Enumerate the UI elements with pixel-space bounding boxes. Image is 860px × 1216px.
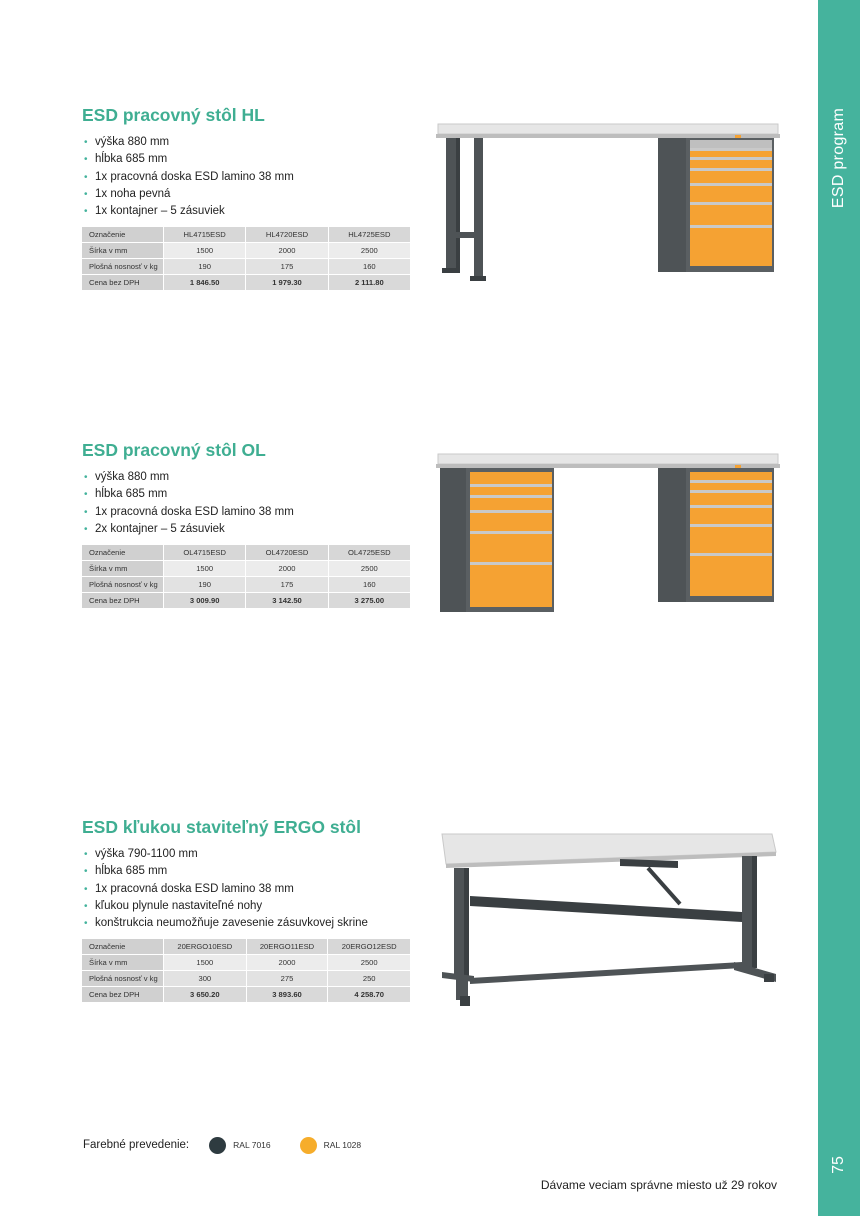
page-number: 75 bbox=[829, 1156, 847, 1174]
ral-7016-label: RAL 7016 bbox=[233, 1140, 271, 1150]
table-cell: 275 bbox=[246, 971, 328, 986]
table-cell: 4 258.70 bbox=[327, 987, 410, 1002]
swatch-ral-1028-icon bbox=[300, 1137, 317, 1154]
table-row bbox=[82, 593, 410, 608]
page-number-box bbox=[818, 1150, 860, 1180]
table-label: Označenie bbox=[82, 227, 163, 242]
feature-item: • hĺbka 685 mm bbox=[82, 486, 410, 503]
feature-list bbox=[82, 846, 410, 932]
table-cell: 250 bbox=[327, 971, 410, 986]
table-label: Šírka v mm bbox=[82, 561, 163, 576]
table-cell: 1500 bbox=[163, 561, 245, 576]
table-cell: 3 893.60 bbox=[246, 987, 328, 1002]
table-cell: 2 111.80 bbox=[328, 275, 410, 290]
table-row bbox=[82, 259, 410, 274]
table-cell: 2500 bbox=[327, 955, 410, 970]
table-cell: 2000 bbox=[245, 243, 327, 258]
section-ergo bbox=[82, 817, 410, 1003]
table-cell: 1 979.30 bbox=[245, 275, 327, 290]
table-cell: 160 bbox=[328, 259, 410, 274]
feature-item: • 1x pracovná doska ESD lamino 38 mm bbox=[82, 881, 410, 898]
swatch-ral-7016-icon bbox=[209, 1137, 226, 1154]
feature-item: • 1x pracovná doska ESD lamino 38 mm bbox=[82, 504, 410, 521]
table-cell: OL4725ESD bbox=[328, 545, 410, 560]
table-cell: 190 bbox=[163, 259, 245, 274]
table-cell: 1500 bbox=[163, 955, 246, 970]
colors-label: Farebné prevedenie: bbox=[83, 1139, 190, 1151]
table-label: Plošná nosnosť v kg bbox=[82, 259, 163, 274]
workbench-ol-image bbox=[432, 448, 784, 616]
table-cell: 2500 bbox=[328, 561, 410, 576]
table-label: Označenie bbox=[82, 545, 163, 560]
feature-item: • výška 790-1100 mm bbox=[82, 846, 410, 863]
spec-table bbox=[82, 938, 410, 1003]
table-cell: 3 142.50 bbox=[245, 593, 327, 608]
table-cell: 3 275.00 bbox=[328, 593, 410, 608]
feature-item: • výška 880 mm bbox=[82, 469, 410, 486]
table-cell: HL4720ESD bbox=[245, 227, 327, 242]
table-label: Šírka v mm bbox=[82, 955, 163, 970]
feature-item: • hĺbka 685 mm bbox=[82, 863, 410, 880]
table-cell: 20ERGO12ESD bbox=[327, 939, 410, 954]
section-title: ESD pracovný stôl OL bbox=[82, 440, 266, 460]
spec-table bbox=[82, 226, 410, 291]
table-cell: 1 846.50 bbox=[163, 275, 245, 290]
feature-item: • 1x noha pevná bbox=[82, 186, 410, 203]
table-cell: 1500 bbox=[163, 243, 245, 258]
section-title: ESD kľukou staviteľný ERGO stôl bbox=[82, 817, 361, 837]
table-row bbox=[82, 971, 410, 986]
feature-item: • 2x kontajner – 5 zásuviek bbox=[82, 521, 410, 538]
table-cell: 20ERGO11ESD bbox=[246, 939, 328, 954]
slogan: Dávame veciam správne miesto už 29 rokov bbox=[540, 1178, 777, 1192]
feature-list bbox=[82, 134, 410, 220]
table-cell: OL4720ESD bbox=[245, 545, 327, 560]
table-cell: 175 bbox=[245, 259, 327, 274]
table-cell: HL4715ESD bbox=[163, 227, 245, 242]
table-row bbox=[82, 577, 410, 592]
feature-item: • výška 880 mm bbox=[82, 134, 410, 151]
section-title: ESD pracovný stôl HL bbox=[82, 105, 265, 125]
section-ol bbox=[82, 440, 410, 609]
feature-list bbox=[82, 469, 410, 538]
table-label: Plošná nosnosť v kg bbox=[82, 971, 163, 986]
table-cell: 3 009.90 bbox=[163, 593, 245, 608]
table-row bbox=[82, 987, 410, 1002]
feature-item: • 1x pracovná doska ESD lamino 38 mm bbox=[82, 169, 410, 186]
table-label: Šírka v mm bbox=[82, 243, 163, 258]
feature-item: • konštrukcia neumožňuje zavesenie zásuvkovej skrine bbox=[82, 915, 410, 932]
table-row bbox=[82, 545, 410, 560]
table-cell: 190 bbox=[163, 577, 245, 592]
table-label: Cena bez DPH bbox=[82, 593, 163, 608]
table-row bbox=[82, 275, 410, 290]
feature-item: • kľukou plynule nastaviteľné nohy bbox=[82, 898, 410, 915]
spec-table bbox=[82, 544, 410, 609]
table-row bbox=[82, 939, 410, 954]
table-label: Označenie bbox=[82, 939, 163, 954]
table-cell: OL4715ESD bbox=[163, 545, 245, 560]
side-title-box bbox=[818, 100, 860, 215]
table-cell: 175 bbox=[245, 577, 327, 592]
table-cell: 2000 bbox=[245, 561, 327, 576]
color-variants bbox=[83, 1133, 361, 1157]
table-row bbox=[82, 561, 410, 576]
section-hl bbox=[82, 105, 410, 291]
table-cell: 160 bbox=[328, 577, 410, 592]
table-row bbox=[82, 227, 410, 242]
feature-item: • hĺbka 685 mm bbox=[82, 151, 410, 168]
feature-item: • 1x kontajner – 5 zásuviek bbox=[82, 203, 410, 220]
table-cell: 20ERGO10ESD bbox=[163, 939, 246, 954]
table-cell: HL4725ESD bbox=[328, 227, 410, 242]
table-row bbox=[82, 243, 410, 258]
table-cell: 300 bbox=[163, 971, 246, 986]
table-label: Plošná nosnosť v kg bbox=[82, 577, 163, 592]
table-label: Cena bez DPH bbox=[82, 275, 163, 290]
workbench-hl-image bbox=[432, 118, 784, 286]
ergo-desk-image bbox=[434, 826, 784, 1012]
table-cell: 2500 bbox=[328, 243, 410, 258]
table-cell: 2000 bbox=[246, 955, 328, 970]
table-row bbox=[82, 955, 410, 970]
side-title: ESD program bbox=[830, 107, 848, 208]
ral-1028-label: RAL 1028 bbox=[323, 1140, 362, 1150]
table-cell: 3 650.20 bbox=[163, 987, 246, 1002]
table-label: Cena bez DPH bbox=[82, 987, 163, 1002]
